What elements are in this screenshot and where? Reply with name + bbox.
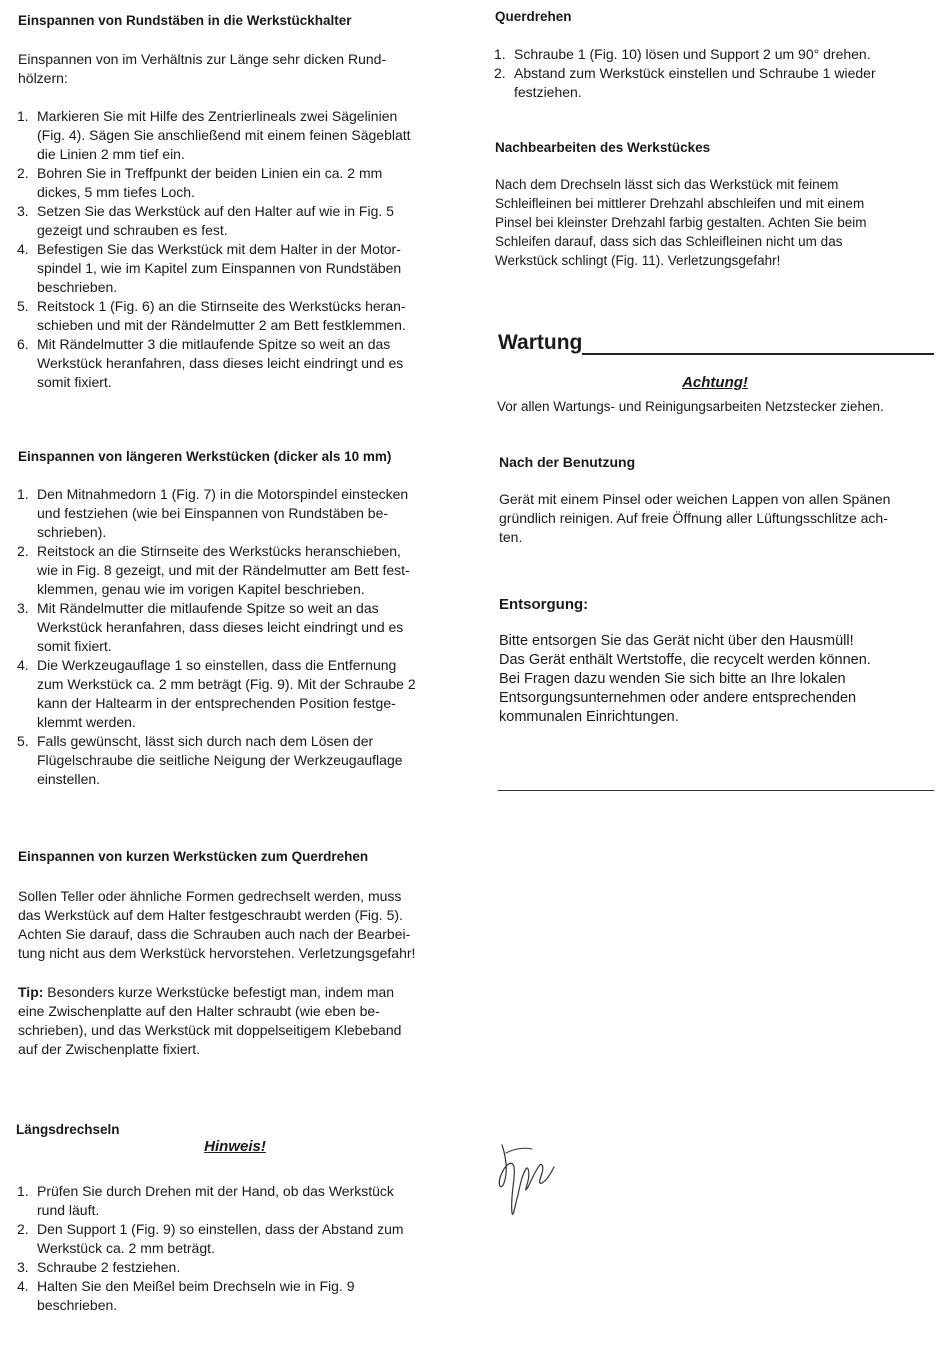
section-title-entsorgung: Entsorgung:: [499, 596, 589, 613]
wartung-heading: Wartung: [498, 331, 583, 354]
section-title-nach-benutzung: Nach der Benutzung: [499, 454, 636, 470]
list-item: 4. Halten Sie den Meißel beim Drechseln wie in Fig. 9 beschrieben.: [17, 1278, 355, 1313]
intro-line: Einspannen von im Verhältnis zur Länge sehr dicken Rund-: [18, 51, 387, 67]
list-item: 4. Die Werkzeugauflage 1 so einstellen, dass die Entfernung zum Werkstück ca. 2 mm beträgt (Fig. 9). Mit der Schraube 2 kann der Haltearm in der entsprechenden Position festge- klemmt werden.: [17, 657, 416, 730]
section-title-kurze: Einspannen von kurzen Werkstücken zum Querdrehen: [18, 849, 369, 864]
list-item: 3. Setzen Sie das Werkstück auf den Halter auf wie in Fig. 5 gezeigt und schrauben es fest.: [17, 203, 394, 238]
list-item: 1. Schraube 1 (Fig. 10) lösen und Support 2 um 90° drehen.: [494, 46, 871, 62]
signature: [492, 1135, 564, 1225]
tip-paragraph: Tip: Besonders kurze Werkstücke befestigt man, indem man eine Zwischenplatte auf den Halter schraubt (wie eben be- schrieben), und das Werkstück mit doppelseitigem Klebeband auf der Zwischenplatte fixiert.: [18, 984, 402, 1057]
list-item: 3. Schraube 2 festziehen.: [17, 1259, 181, 1275]
list-querdrehen: [494, 45, 934, 102]
list-item: 1. Den Mitnahmedorn 1 (Fig. 7) in die Motorspindel einstecken und festziehen (wie bei Einspannen von Rundstäben be- schrieben).: [17, 486, 409, 540]
list-item: 5. Reitstock 1 (Fig. 6) an die Stirnseite des Werkstücks heran- schieben und mit der Rändelmutter 2 am Bett festklemmen.: [17, 298, 406, 333]
section-para-nachbearbeiten: Nach dem Drechseln lässt sich das Werkstück mit feinem Schleifleinen bei mittlerer Drehzahl abschleifen und mit einem Pinsel bei kleinster Drehzahl farbig gestalten. Achten Sie beim Schleifen darauf, dass sich das Schleifleinen nicht um das Werkstück schlingt (Fig. 11). Verletzungsgefahr!: [495, 177, 867, 268]
section-para-kurze: Sollen Teller oder ähnliche Formen gedrechselt werden, muss das Werkstück auf dem Halter festgeschraubt werden (Fig. 5). Achten Sie darauf, dass die Schrauben auch nach der Bearbei- tung nicht aus dem Werkstück hervorstehen. Verletzungsgefahr!: [18, 888, 416, 961]
list-item: 4. Befestigen Sie das Werkstück mit dem Halter in der Motor- spindel 1, wie im Kapitel zum Einspannen von Rundstäben beschrieben.: [17, 241, 402, 295]
list-rundstaebe: [17, 107, 457, 392]
list-item: 2. Abstand zum Werkstück einstellen und Schraube 1 wieder festziehen.: [494, 65, 876, 100]
section-title-laengere: Einspannen von längeren Werkstücken (dicker als 10 mm): [18, 449, 392, 464]
warning-text: Vor allen Wartungs- und Reinigungsarbeiten Netzstecker ziehen.: [497, 399, 884, 414]
achtung-warning: Achtung!: [682, 374, 748, 391]
list-laengere: [17, 485, 462, 789]
intro-line: hölzern:: [18, 70, 68, 86]
list-item: 1. Markieren Sie mit Hilfe des Zentrierlineals zwei Sägelinien (Fig. 4). Sägen Sie anschließend mit einem feinen Sägeblatt die Linien 2 mm tief ein.: [17, 108, 411, 162]
tip-label: Tip:: [18, 984, 44, 1000]
list-item: 6. Mit Rändelmutter 3 die mitlaufende Spitze so weit an das Werkstück heranfahren, dass dieses leicht eindringt und es somit fixiert.: [17, 336, 404, 390]
list-laengsdrechseln: [17, 1182, 457, 1315]
section-intro: [18, 50, 458, 88]
hinweis-note: Hinweis!: [204, 1138, 266, 1155]
section-title-rundstaebe: Einspannen von Rundstäben in die Werkstückhalter: [18, 13, 352, 28]
section-para-entsorgung: Bitte entsorgen Sie das Gerät nicht über den Hausmüll! Das Gerät enthält Wertstoffe, die recycelt werden können. Bei Fragen dazu wenden Sie sich bitte an Ihre lokalen Entsorgungsunternehmen oder andere entsprechenden kommunalen Einrichtungen.: [499, 633, 871, 725]
section-title-laengsdrechseln: Längsdrechseln: [16, 1122, 120, 1137]
entsorgung-rule: [498, 790, 934, 791]
list-item: 1. Prüfen Sie durch Drehen mit der Hand, ob das Werkstück rund läuft.: [17, 1183, 394, 1218]
list-item: 2. Reitstock an die Stirnseite des Werkstücks heranschieben, wie in Fig. 8 gezeigt, und mit der Rändelmutter am Bett fest- klemmen, genau wie im vorigen Kapitel beschrieben.: [17, 543, 410, 597]
list-item: 5. Falls gewünscht, lässt sich durch nach dem Lösen der Flügelschraube die seitliche Neigung der Werkzeugauflage einstellen.: [17, 733, 403, 787]
list-item: 3. Mit Rändelmutter die mitlaufende Spitze so weit an das Werkstück heranfahren, dass dieses leicht eindringt und es somit fixiert.: [17, 600, 404, 654]
list-item: 2. Den Support 1 (Fig. 9) so einstellen, dass der Abstand zum Werkstück ca. 2 mm beträgt.: [17, 1221, 404, 1256]
wartung-rule: [582, 353, 934, 355]
section-para-nach-benutzung: Gerät mit einem Pinsel oder weichen Lappen von allen Spänen gründlich reinigen. Auf freie Öffnung aller Lüftungsschlitze ach- ten.: [499, 491, 891, 545]
section-title-querdrehen: Querdrehen: [495, 9, 572, 24]
list-item: 2. Bohren Sie in Treffpunkt der beiden Linien ein ca. 2 mm dickes, 5 mm tiefes Loch.: [17, 165, 383, 200]
section-title-nachbearbeiten: Nachbearbeiten des Werkstückes: [495, 140, 711, 155]
